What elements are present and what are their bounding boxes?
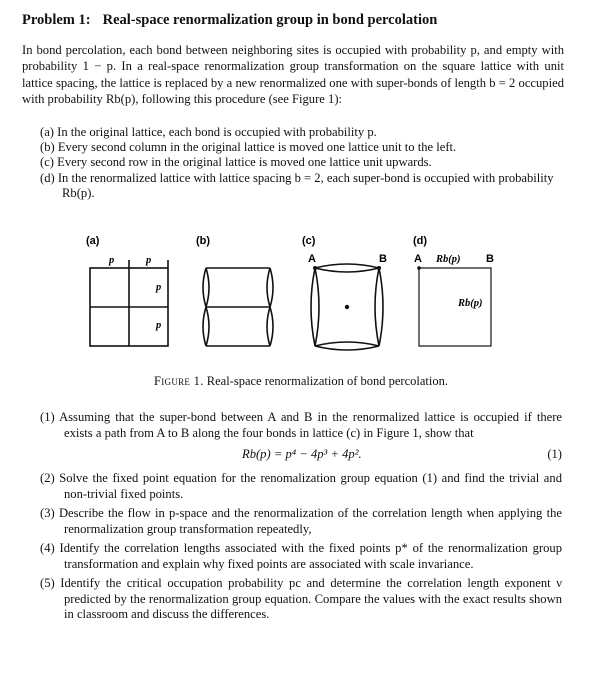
point-a-label: A	[414, 253, 422, 265]
point-b-label: B	[379, 253, 387, 265]
step-item	[40, 155, 570, 170]
site-dots	[313, 266, 421, 309]
question-label: (1)	[40, 410, 55, 424]
step-text: In the original lattice, each bond is occupied with probability p.	[57, 125, 377, 139]
figure-1	[0, 224, 602, 372]
problem-title	[22, 12, 437, 29]
problem-title-text: Real-space renormalization group in bond percolation	[102, 12, 438, 28]
step-label: (d)	[40, 170, 55, 185]
problem-label: Problem 1:	[22, 12, 91, 28]
step-text: Every second row in the original lattice is moved one lattice unit upwards.	[57, 155, 432, 170]
equation-1	[64, 441, 562, 467]
panel-a-lattice	[90, 260, 168, 346]
step-text: Every second column in the original lattice is moved one lattice unit to the left.	[57, 140, 457, 155]
super-bond-probability-top: Rb(p)	[436, 254, 461, 265]
step-label: (b)	[40, 140, 55, 155]
question-item	[40, 410, 562, 467]
bond-probability-label: p	[146, 255, 152, 266]
question-text: Solve the fixed point equation for the renomalization group equation (1) and find the trivial and non-trivial fixed points.	[59, 471, 562, 501]
question-label: (5)	[40, 576, 55, 590]
caption-head: Figure 1.	[153, 374, 204, 388]
question-text: Assuming that the super-bond between A and B in the renormalized lattice is occupied if there exists a path from A to B along the four bonds in lattice (c) in Figure 1, show that	[59, 410, 562, 440]
question-text: Describe the flow in p-space and the renormalization of the correlation length when applying the renormalization group transformation repeatedly,	[58, 506, 562, 536]
question-label: (2)	[40, 471, 55, 485]
step-label: (c)	[40, 155, 54, 170]
super-bond-probability-right: Rb(p)	[458, 298, 483, 309]
step-label: (a)	[40, 125, 54, 139]
question-item	[40, 541, 562, 572]
procedure-steps	[40, 125, 570, 201]
step-text: In the renormalized lattice with lattice spacing b = 2, each super-bond is occupied with probability Rb(p).	[57, 170, 554, 200]
step-item	[40, 140, 570, 155]
bond-probability-label: p	[109, 255, 115, 266]
bond-probability-label: p	[156, 320, 162, 331]
equation-number: (1)	[547, 447, 562, 461]
panel-d-label: (d)	[413, 235, 428, 247]
point-b-label: B	[486, 253, 494, 265]
question-text: Identify the critical occupation probability pc and determine the correlation length exponent ν predicted by the renormalization group equation. Compare the values with the exact results shown in classroom and discuss the differences.	[60, 576, 562, 621]
point-a-label: A	[308, 253, 316, 265]
caption-text: Real-space renormalization of bond percolation.	[206, 374, 448, 388]
question-item	[40, 576, 562, 623]
question-item	[40, 471, 562, 502]
question-list	[40, 410, 562, 627]
question-item	[40, 506, 562, 537]
panel-c-label: (c)	[302, 235, 316, 247]
question-label: (4)	[40, 541, 55, 555]
panel-b-lattice	[203, 268, 273, 346]
question-label: (3)	[40, 506, 55, 520]
bond-probability-label: p	[156, 282, 162, 293]
step-item	[40, 125, 570, 140]
step-item	[40, 171, 570, 201]
panel-b-label: (b)	[196, 235, 211, 247]
panel-a-label: (a)	[86, 235, 100, 247]
figure-caption	[0, 374, 602, 389]
question-text: Identify the correlation lengths associated with the fixed points p* of the renormalization group transformation and explain why fixed points are associated with scale invariance.	[59, 541, 562, 571]
intro-paragraph: In bond percolation, each bond between neighboring sites is occupied with probability p, and empty with probability 1 − p. In a real-space renormalization group transformation on the square lattice with unit lattice spacing, the lattice is replaced by a new renormalized one with super-bonds of length b = 2 occupied with probability Rb(p), following this procedure (see Figure 1):	[22, 43, 564, 106]
equation-text: Rb(p) = p⁴ − 4p³ + 4p².	[242, 447, 362, 461]
